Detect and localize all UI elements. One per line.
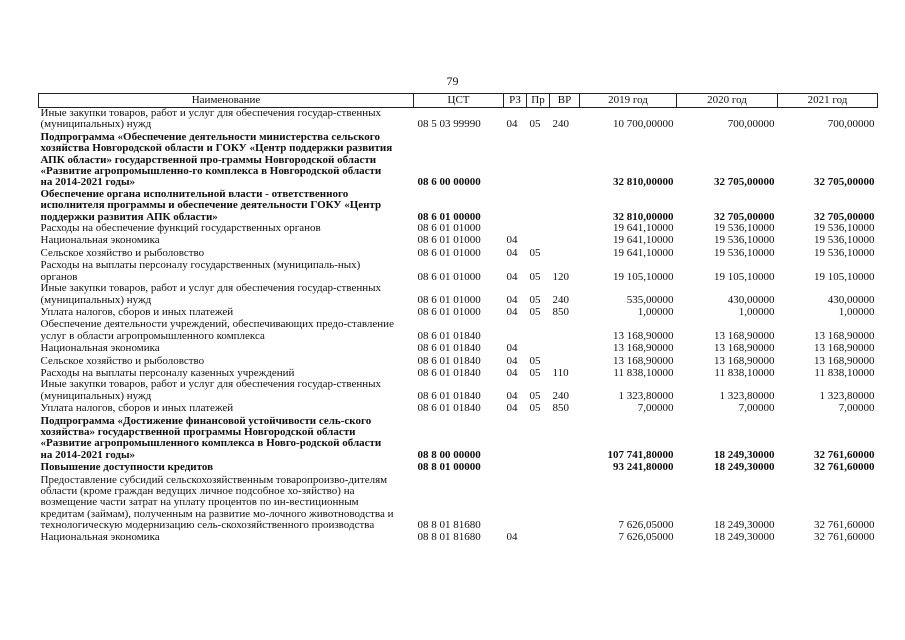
row-2019: 1,00000 — [637, 305, 674, 318]
row-vr: 240 — [552, 389, 569, 402]
row-pr — [527, 342, 550, 354]
row-2020: 19 536,10000 — [714, 222, 775, 235]
row-vr: 240 — [552, 118, 569, 131]
row-rz: 04 — [506, 270, 518, 283]
row-2021: 32 761,60000 — [814, 461, 875, 474]
row-name: Национальная экономика — [40, 234, 160, 247]
row-name: Иные закупки товаров, работ и услуг для обеспечения государ-ственных (муниципальных) нужд — [40, 378, 382, 402]
header-name: Наименование — [39, 94, 414, 108]
row-vr — [550, 131, 580, 189]
table-row — [39, 223, 878, 234]
row-2019: 19 641,10000 — [613, 222, 674, 235]
row-pr — [527, 234, 550, 246]
table-row — [39, 234, 878, 246]
row-rz: 04 — [506, 293, 518, 306]
row-2019: 11 838,10000 — [613, 366, 674, 379]
row-2021: 1,00000 — [838, 305, 875, 318]
row-rz: 04 — [506, 530, 518, 543]
row-cst: 08 6 01 01000 — [417, 234, 481, 247]
header-pr: Пр — [527, 94, 550, 108]
row-2019: 32 810,00000 — [613, 210, 674, 223]
row-rz: 04 — [506, 354, 518, 367]
table-row — [39, 415, 878, 462]
table-row — [39, 474, 878, 532]
row-2021: 13 168,90000 — [814, 329, 875, 342]
row-name: Национальная экономика — [40, 342, 160, 355]
table-row — [39, 318, 878, 342]
row-name: Предоставление субсидий сельскохозяйственным товаропроизво-дителям области (кроме граждан ведущих личное подсобное хо-зяйство) на возмещение части затрат на уплату процентов по ин-вестиционным кредитам (займам), полученным на развитие мо-лочного животноводства и технологическую модернизацию сель-скохозяйственного производства — [40, 473, 394, 532]
row-vr — [550, 532, 580, 543]
row-pr: 05 — [529, 354, 541, 367]
row-vr: 850 — [552, 305, 569, 318]
row-name: Расходы на обеспечение функций государственных органов — [40, 222, 321, 235]
row-cst: 08 5 03 99990 — [417, 118, 481, 131]
row-name: Обеспечение органа исполнительной власти - ответственного исполнителя программы и обеспечение деятельности ГОКУ «Центр поддержки развития АПК области» — [40, 187, 382, 223]
row-rz: 04 — [506, 402, 518, 415]
row-2019: 7 626,05000 — [618, 530, 674, 543]
table-row — [39, 379, 878, 402]
header-rz: РЗ — [504, 94, 527, 108]
table-row — [39, 402, 878, 414]
row-rz: 04 — [506, 366, 518, 379]
row-2020: 18 249,30000 — [714, 530, 775, 543]
row-pr — [527, 532, 550, 543]
row-pr: 05 — [529, 402, 541, 415]
row-2021: 32 705,00000 — [814, 176, 875, 189]
row-pr: 05 — [529, 305, 541, 318]
row-cst: 08 6 01 01840 — [417, 402, 481, 415]
row-2021: 19 536,10000 — [814, 234, 875, 247]
row-cst: 08 6 00 00000 — [417, 176, 481, 189]
header-vr: ВР — [550, 94, 580, 108]
row-vr — [550, 342, 580, 354]
row-2021: 11 838,10000 — [814, 366, 875, 379]
row-2020: 32 705,00000 — [714, 210, 775, 223]
row-2020: 700,00000 — [727, 118, 775, 131]
row-2019: 7,00000 — [637, 402, 674, 415]
row-vr: 120 — [552, 270, 569, 283]
row-pr: 05 — [529, 293, 541, 306]
row-pr — [527, 415, 550, 462]
row-2020: 18 249,30000 — [714, 448, 775, 461]
table-row — [39, 247, 878, 259]
row-vr — [550, 461, 580, 473]
row-pr — [527, 189, 550, 223]
row-cst: 08 6 01 00000 — [417, 210, 481, 223]
row-pr — [527, 318, 550, 342]
row-2021: 19 536,10000 — [814, 222, 875, 235]
row-pr — [527, 474, 550, 532]
row-name: Сельское хозяйство и рыболовство — [40, 246, 205, 259]
row-2020: 1,00000 — [738, 305, 775, 318]
budget-table — [38, 93, 878, 543]
row-2021: 13 168,90000 — [814, 354, 875, 367]
row-vr — [550, 474, 580, 532]
table-row — [39, 342, 878, 354]
row-cst: 08 6 01 01840 — [417, 354, 481, 367]
row-name: Обеспечение деятельности учреждений, обеспечивающих предо-ставление услуг в области агропромышленного комплекса — [40, 318, 394, 342]
row-name: Расходы на выплаты персоналу государственных (муниципаль-ных) органов — [40, 259, 361, 283]
table-row — [39, 189, 878, 223]
row-2020: 13 168,90000 — [714, 329, 775, 342]
page-number: 79 — [446, 74, 459, 88]
row-rz — [504, 474, 527, 532]
row-pr: 05 — [529, 118, 541, 131]
row-name: Уплата налогов, сборов и иных платежей — [40, 402, 234, 415]
row-2020: 18 249,30000 — [714, 461, 775, 474]
row-cst: 08 8 01 00000 — [417, 461, 481, 474]
row-name: Уплата налогов, сборов и иных платежей — [40, 305, 234, 318]
row-pr — [527, 223, 550, 234]
row-name: Повышение доступности кредитов — [40, 461, 214, 474]
row-rz: 04 — [506, 118, 518, 131]
row-rz: 04 — [506, 234, 518, 247]
row-name: Национальная экономика — [40, 530, 160, 543]
table-row — [39, 131, 878, 189]
row-pr: 05 — [529, 270, 541, 283]
row-vr: 850 — [552, 402, 569, 415]
row-2020: 13 168,90000 — [714, 342, 775, 355]
table-row — [39, 306, 878, 318]
row-2021: 1 323,80000 — [819, 389, 875, 402]
table-row — [39, 532, 878, 543]
row-name: Подпрограмма «Достижение финансовой устойчивости сель-ского хозяйства» государственной программы Новгородской области «Развитие агропромышленного комплекса в Новго-родской области на 2014-2021 годы» — [40, 414, 382, 461]
row-2019: 107 741,80000 — [607, 448, 674, 461]
row-2021: 700,00000 — [827, 118, 875, 131]
row-pr: 05 — [529, 246, 541, 259]
row-2020: 430,00000 — [727, 293, 775, 306]
row-2020: 19 105,10000 — [714, 270, 775, 283]
row-cst: 08 6 01 01840 — [417, 366, 481, 379]
row-name: Иные закупки товаров, работ и услуг для обеспечения государ-ственных (муниципальных) нужд — [40, 107, 382, 131]
row-name: Сельское хозяйство и рыболовство — [40, 354, 205, 367]
row-2019: 7 626,05000 — [618, 519, 674, 532]
row-vr — [550, 415, 580, 462]
header-2020: 2020 год — [677, 94, 778, 108]
row-cst: 08 8 01 81680 — [417, 519, 481, 532]
row-2021: 32 761,60000 — [814, 530, 875, 543]
row-rz: 04 — [506, 342, 518, 355]
row-2019: 1 323,80000 — [618, 389, 674, 402]
row-cst: 08 6 01 01000 — [417, 305, 481, 318]
row-vr: 240 — [552, 293, 569, 306]
row-rz — [504, 415, 527, 462]
row-2021: 19 105,10000 — [814, 270, 875, 283]
row-2020: 11 838,10000 — [714, 366, 775, 379]
row-2021: 13 168,90000 — [814, 342, 875, 355]
row-name: Подпрограмма «Обеспечение деятельности министерства сельского хозяйства Новгородской области и ГОКУ «Центр поддержки развития АПК области» государственной про-граммы Новгородской области «Развитие агропромышленно-го комплекса в Новгородской области на 2014-2021 годы» — [40, 130, 393, 189]
header-2019: 2019 год — [580, 94, 677, 108]
row-2019: 19 641,10000 — [613, 234, 674, 247]
table-row — [39, 108, 878, 131]
row-pr: 05 — [529, 366, 541, 379]
row-2019: 535,00000 — [626, 293, 674, 306]
row-name: Иные закупки товаров, работ и услуг для обеспечения государ-ственных (муниципальных) нужд — [40, 282, 382, 306]
row-cst: 08 6 01 01000 — [417, 293, 481, 306]
row-pr — [527, 131, 550, 189]
row-vr — [550, 247, 580, 259]
table-row — [39, 461, 878, 473]
row-rz — [504, 318, 527, 342]
header-2021: 2021 год — [778, 94, 878, 108]
row-rz: 04 — [506, 305, 518, 318]
row-2020: 32 705,00000 — [714, 176, 775, 189]
header-cst: ЦСТ — [414, 94, 504, 108]
row-2019: 13 168,90000 — [613, 342, 674, 355]
row-2019: 10 700,00000 — [613, 118, 674, 131]
row-rz — [504, 461, 527, 473]
row-2020: 19 536,10000 — [714, 246, 775, 259]
row-cst: 08 6 01 01000 — [417, 270, 481, 283]
row-vr — [550, 318, 580, 342]
table-header-row — [39, 94, 878, 108]
row-cst: 08 6 01 01840 — [417, 389, 481, 402]
row-2019: 19 641,10000 — [613, 246, 674, 259]
row-name: Расходы на выплаты персоналу казенных учреждений — [40, 366, 295, 379]
row-rz — [504, 223, 527, 234]
row-vr — [550, 189, 580, 223]
table-row — [39, 259, 878, 283]
row-vr — [550, 355, 580, 367]
row-2019: 32 810,00000 — [613, 176, 674, 189]
row-2020: 13 168,90000 — [714, 354, 775, 367]
row-rz — [504, 189, 527, 223]
row-vr: 110 — [552, 366, 569, 379]
row-vr — [550, 223, 580, 234]
row-cst: 08 6 01 01840 — [417, 329, 481, 342]
table-row — [39, 355, 878, 367]
row-pr — [527, 461, 550, 473]
row-2019: 19 105,10000 — [613, 270, 674, 283]
row-2021: 32 761,60000 — [814, 448, 875, 461]
row-2019: 13 168,90000 — [613, 329, 674, 342]
row-pr: 05 — [529, 389, 541, 402]
row-2020: 1 323,80000 — [719, 389, 775, 402]
row-rz — [504, 131, 527, 189]
row-2021: 430,00000 — [827, 293, 875, 306]
row-cst: 08 6 01 01000 — [417, 222, 481, 235]
row-vr — [550, 234, 580, 246]
row-rz: 04 — [506, 246, 518, 259]
row-cst: 08 6 01 01840 — [417, 342, 481, 355]
row-2021: 32 705,00000 — [814, 210, 875, 223]
row-rz: 04 — [506, 389, 518, 402]
row-2021: 32 761,60000 — [814, 519, 875, 532]
row-2021: 19 536,10000 — [814, 246, 875, 259]
row-2020: 19 536,10000 — [714, 234, 775, 247]
row-cst: 08 8 00 00000 — [417, 448, 481, 461]
row-2021: 7,00000 — [838, 402, 875, 415]
row-2019: 93 241,80000 — [613, 461, 674, 474]
row-2019: 13 168,90000 — [613, 354, 674, 367]
table-row — [39, 283, 878, 306]
row-2020: 18 249,30000 — [714, 519, 775, 532]
row-cst: 08 6 01 01000 — [417, 246, 481, 259]
row-2020: 7,00000 — [738, 402, 775, 415]
row-cst: 08 8 01 81680 — [417, 530, 481, 543]
